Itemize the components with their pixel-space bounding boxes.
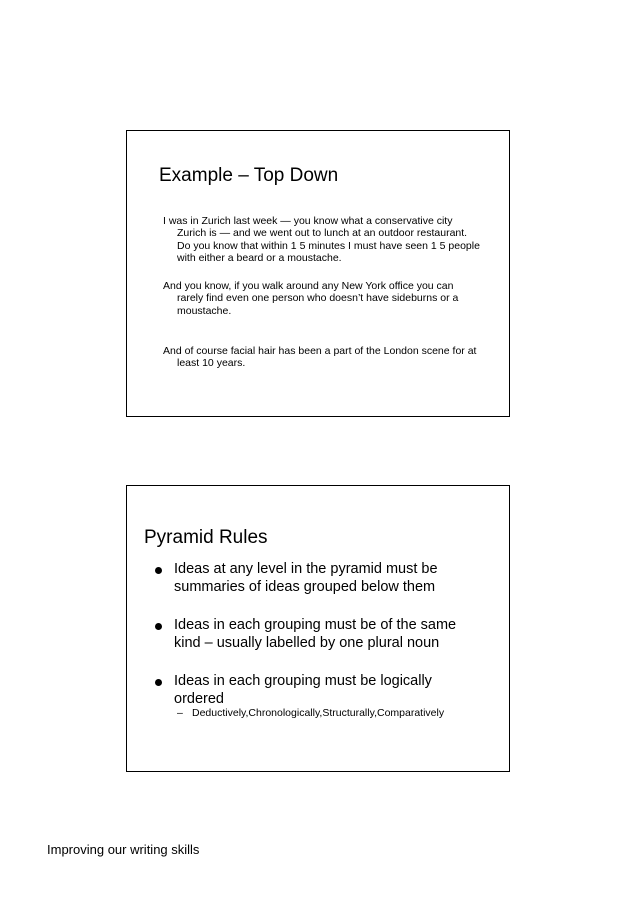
paragraph-line: Zurich is — and we went out to lunch at an outdoor restaurant. (177, 227, 468, 240)
bullet-line: summaries of ideas grouped below them (174, 578, 436, 595)
paragraph-line: least 10 years. (177, 357, 246, 370)
slide-pyramid-rules (126, 485, 510, 772)
bullet-dot-icon (155, 567, 162, 574)
slide-title: Pyramid Rules (144, 527, 268, 548)
paragraph-line: with either a beard or a moustache. (177, 252, 342, 265)
slide-example-top-down (126, 130, 510, 417)
bullet-line: Ideas in each grouping must be logically (174, 673, 432, 689)
bullet-dot-icon (155, 623, 162, 630)
slide-paragraph (163, 345, 493, 370)
slide-paragraph (163, 215, 493, 265)
sub-bullet-dash: – (177, 707, 183, 719)
slide-title: Example – Top Down (159, 165, 339, 186)
paragraph-line: And of course facial hair has been a part of the London scene for at (163, 345, 477, 357)
bullet-line: Ideas in each grouping must be of the same (174, 617, 457, 633)
bullet-item (155, 561, 495, 596)
bullet-line: ordered (174, 690, 224, 707)
paragraph-line: Do you know that within 1 5 minutes I must have seen 1 5 people (177, 239, 480, 252)
bullet-item (155, 617, 495, 652)
page-footer: Improving our writing skills (47, 842, 200, 857)
bullet-line: kind – usually labelled by one plural noun (174, 634, 440, 651)
bullet-dot-icon (155, 679, 162, 686)
sub-bullet-text: Deductively,Chronologically,Structurally,Comparatively (192, 707, 445, 719)
bullet-line: Ideas at any level in the pyramid must be (174, 561, 438, 577)
paragraph-line: I was in Zurich last week — you know what a conservative city (163, 215, 453, 227)
paragraph-line: rarely find even one person who doesn’t have sideburns or a (177, 292, 459, 305)
paragraph-line: moustache. (177, 304, 232, 317)
bullet-item (155, 673, 495, 708)
paragraph-line: And you know, if you walk around any New York office you can (163, 280, 454, 292)
slide-paragraph (163, 280, 493, 317)
sub-bullet-item (177, 707, 444, 719)
